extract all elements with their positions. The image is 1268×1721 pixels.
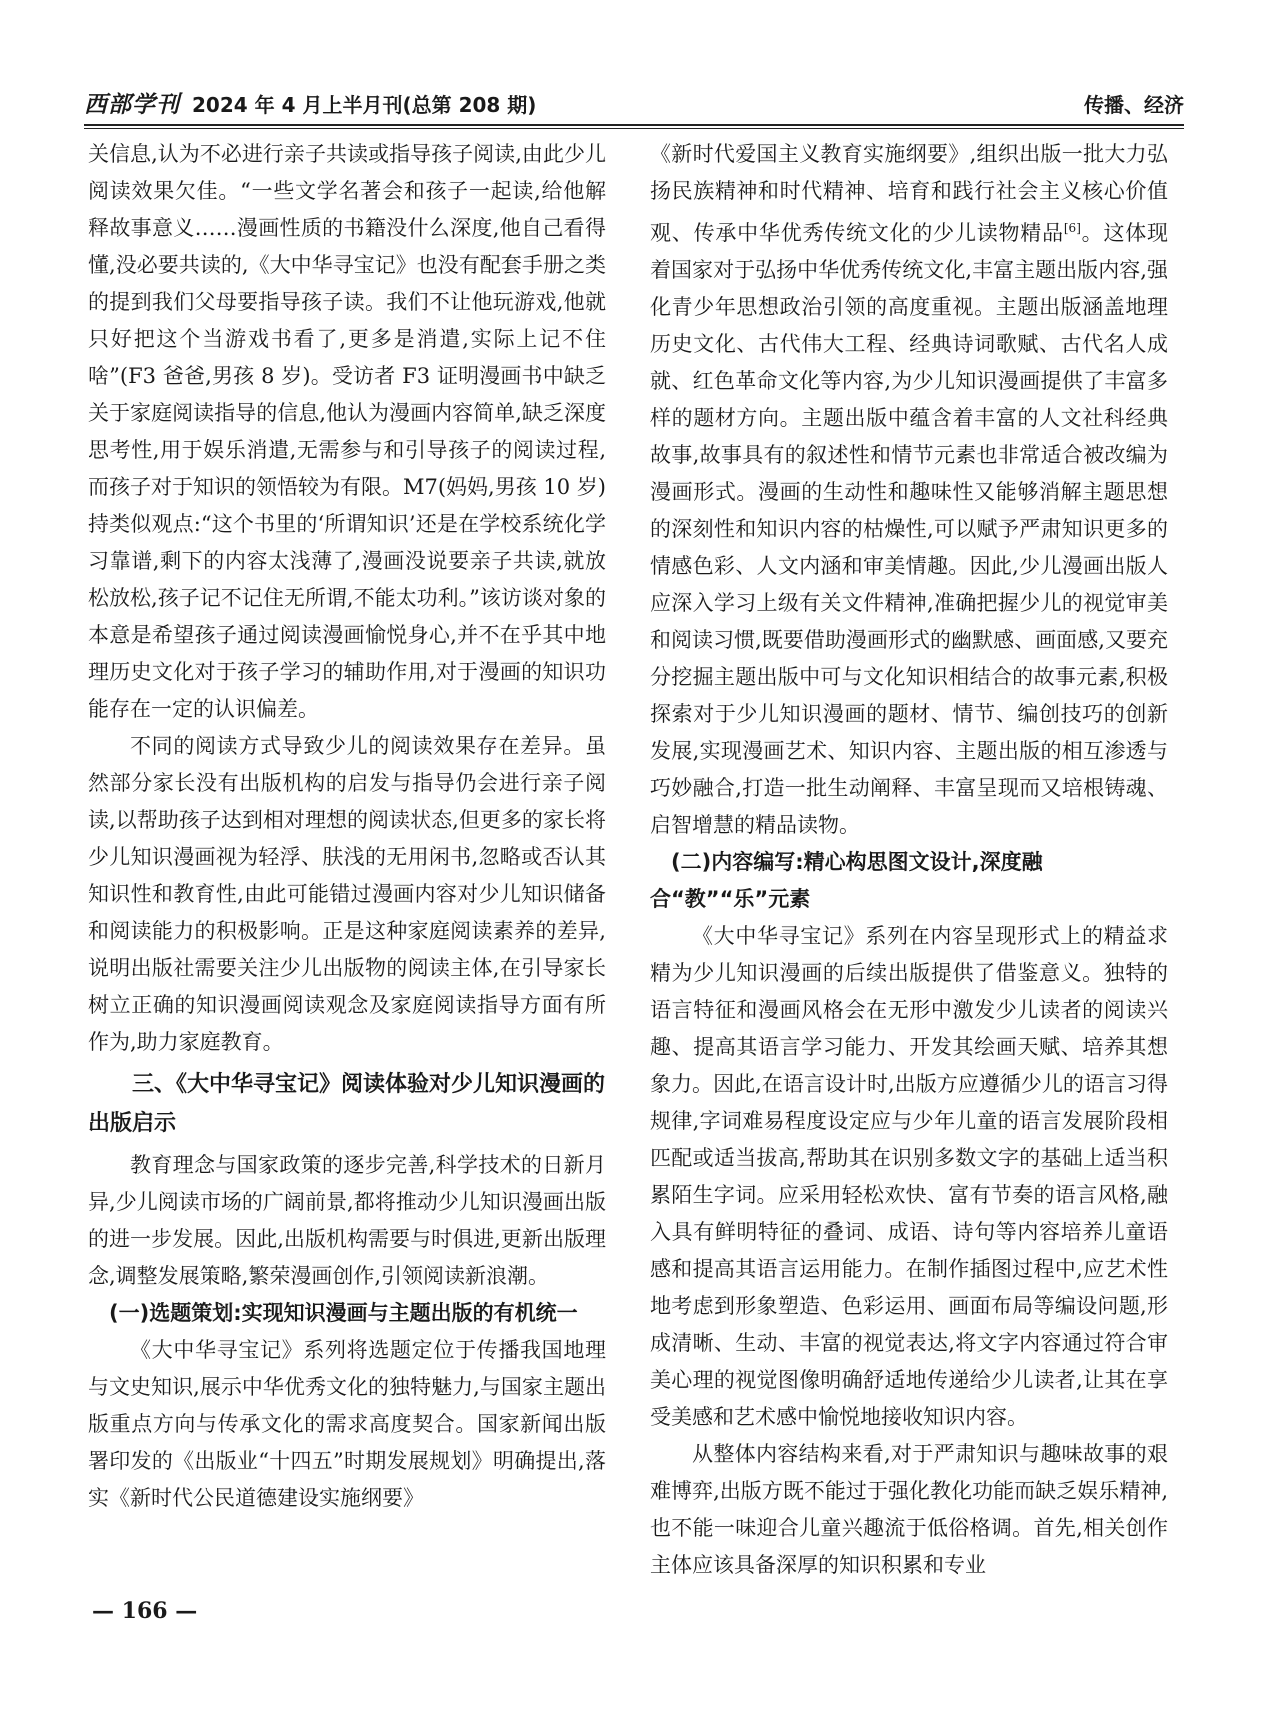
issue-info: 2024 年 4 月上半月刊(总第 208 期) [192,93,537,117]
paragraph: 《大中华寻宝记》系列将选题定位于传播我国地理与文史知识,展示中华优秀文化的独特魅力,与国家主题出版重点方向与传承文化的需求高度契合。国家新闻出版署印发的《出版业“十四五”时期发展规划》明确提出,落实《新时代公民道德建设实施纲要》 [88,1338,606,1510]
header-rule [84,124,1184,126]
paragraph [650,136,1168,844]
left-column [88,136,606,1517]
paragraph: 关信息,认为不必进行亲子共读或指导孩子阅读,由此少儿阅读效果欠佳。“一些文学名著会和孩子一起读,给他解释故事意义……漫画性质的书籍没什么深度,他自己看得懂,没必要共读的,《大中华寻宝记》也没有配套手册之类的提到我们父母要指导孩子读。我们不让他玩游戏,他就只好把这个当游戏书看了,更多是消遣,实际上记不住啥”(F3 爸爸,男孩 8 岁)。受访者 F3 证明漫画书中缺乏关于家庭阅读指导的信息,他认为漫画内容简单,缺乏深度思考性,用于娱乐消遣,无需参与和引导孩子的阅读过程,而孩子对于知识的领悟较为有限。M7(妈妈,男孩 10 岁)持类似观点:“这个书里的‘所谓知识’还是在学校系统化学习靠谱,剩下的内容太浅薄了,漫画没说要亲子共读,就放松放松,孩子记不记住无所谓,不能太功利。”该访谈对象的本意是希望孩子通过阅读漫画愉悦身心,并不在乎其中地理历史文化对于孩子学习的辅助作用,对于漫画的知识功能存在一定的认识偏差。 [88,142,606,721]
paragraph: 不同的阅读方式导致少儿的阅读效果存在差异。虽然部分家长没有出版机构的启发与指导仍会进行亲子阅读,以帮助孩子达到相对理想的阅读状态,但更多的家长将少儿知识漫画视为轻浮、肤浅的无用闲书,忽略或否认其知识性和教育性,由此可能错过漫画内容对少儿知识储备和阅读能力的积极影响。正是这种家庭阅读素养的差异,说明出版社需要关注少儿出版物的阅读主体,在引导家长树立正确的知识漫画阅读观念及家庭阅读指导方面有所作为,助力家庭教育。 [88,734,606,1054]
subsection-heading: (一)选题策划:实现知识漫画与主题出版的有机统一 [109,1301,578,1325]
journal-logo: 西部学刊 [84,91,180,118]
paragraph-text: 《新时代爱国主义教育实施纲要》,组织出版一批大力弘扬民族精神和时代精神、培育和践行社会主义核心价值观、传承中华优秀传统文化的少儿读物精品 [650,142,1168,245]
paragraph: 从整体内容结构来看,对于严肃知识与趣味故事的艰难博弈,出版方既不能过于强化教化功能而缺乏娱乐精神,也不能一味迎合儿童兴趣流于低俗格调。首先,相关创作主体应该具备深厚的知识积累和专业 [650,1442,1168,1577]
running-header [84,90,1184,122]
section-heading: 三、《大中华寻宝记》阅读体验对少儿知识漫画的出版启示 [88,1072,606,1136]
right-column [650,136,1168,1584]
paragraph: 教育理念与国家政策的逐步完善,科学技术的日新月异,少儿阅读市场的广阔前景,都将推动少儿知识漫画出版的进一步发展。因此,出版机构需要与时俱进,更新出版理念,调整发展策略,繁荣漫画创作,引领阅读新浪潮。 [88,1153,606,1288]
citation-marker: [6] [1063,221,1081,235]
header-rule-thin [84,128,1184,129]
paragraph: 《大中华寻宝记》系列在内容呈现形式上的精益求精为少儿知识漫画的后续出版提供了借鉴意义。独特的语言特征和漫画风格会在无形中激发少儿读者的阅读兴趣、提高其语言学习能力、开发其绘画天赋、培养其想象力。因此,在语言设计时,出版方应遵循少儿的语言习得规律,字词难易程度设定应与少年儿童的语言发展阶段相匹配或适当拔高,帮助其在识别多数文字的基础上适当积累陌生字词。应采用轻松欢快、富有节奏的语言风格,融入具有鲜明特征的叠词、成语、诗句等内容培养儿童语感和提高其语言运用能力。在制作插图过程中,应艺术性地考虑到形象塑造、色彩运用、画面布局等编设问题,形成清晰、生动、丰富的视觉表达,将文字内容通过符合审美心理的视觉图像明确舒适地传递给少儿读者,让其在享受美感和艺术感中愉悦地接收知识内容。 [650,924,1168,1429]
page-number: — 166 — [92,1598,198,1624]
subsection-heading: (二)内容编写:精心构思图文设计,深度融合“教”“乐”元素 [650,850,1043,911]
paragraph-text: 。这体现着国家对于弘扬中华优秀传统文化,丰富主题出版内容,强化青少年思想政治引领的高度重视。主题出版涵盖地理历史文化、古代伟大工程、经典诗词歌赋、古代名人成就、红色革命文化等内容,为少儿知识漫画提供了丰富多样的题材方向。主题出版中蕴含着丰富的人文社科经典故事,故事具有的叙述性和情节元素也非常适合被改编为漫画形式。漫画的生动性和趣味性又能够消解主题思想的深刻性和知识内容的枯燥性,可以赋予严肃知识更多的情感色彩、人文内涵和审美情趣。因此,少儿漫画出版人应深入学习上级有关文件精神,准确把握少儿的视觉审美和阅读习惯,既要借助漫画形式的幽默感、画面感,又要充分挖掘主题出版中可与文化知识相结合的故事元素,积极探索对于少儿知识漫画的题材、情节、编创技巧的创新发展,实现漫画艺术、知识内容、主题出版的相互渗透与巧妙融合,打造一批生动阐释、丰富呈现而又培根铸魂、启智增慧的精品读物。 [650,221,1169,837]
section-label: 传播、经济 [1084,93,1184,117]
